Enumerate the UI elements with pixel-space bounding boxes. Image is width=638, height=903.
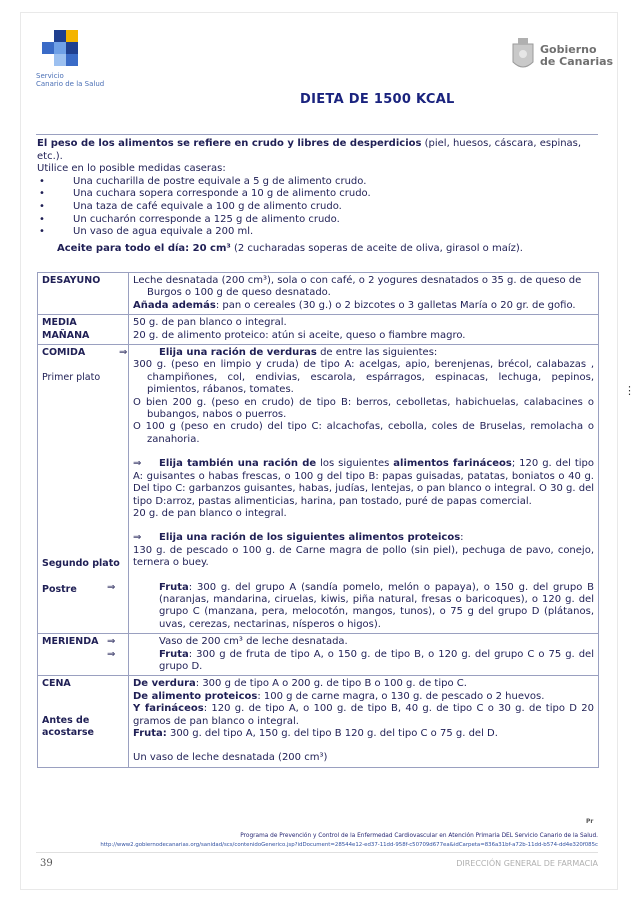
row-label: MEDIA MAÑANA [38,315,129,345]
comida-cell: ⇒ Elija una ración de verduras de entre las siguientes: 300 g. (peso en limpio y cruda) de tipo A: acelgas, apio, berenjenas, brécol, calabazas , champiñones, col, endivias, escarola, espárragos, espinacas, lechuga, pepinos, pimientos, rábanos, tomates. O bien 200 g. (peso en crudo) de tipo B: berros, cebolletas, habichuelas, calabacines o bubangos, nabos o puerros. O 100 g (peso en crudo) del tipo C: alcachofas, cebolla, coles de Bruselas, remolacha o zanahoria. ⇒ Elija también una ración de los siguientes alimentos farináceos; 120 g. del tipo A: guisantes o habas frescas, o 100 g del tipo B: papas guisadas, patatas, boniatos o 40 g. Del tipo C: garbanzos guisantes, habas, judías, lentejas, o pan blanco o integral. O 30 g. del tipo D:arroz, pastas alimenticias, harina, pan tostado, puré de papas comercial. 20 g. de pan blanco o integral. ⇒ Elija una ración de los siguientes alimentos proteicos: 130 g. de pescado o 100 g. de Carne magra de pollo (sin piel), pechuga de pavo, conejo, ternera o buey. ⇒ Fruta: 300 g. del grupo A (sandía pomelo, melón o papaya), o 150 g. del grupo B (naranjas, mandarina, ciruelas, kiwis, piña natural, fresas o baricoques), o 120 g. del grupo C (manzana, pera, melocotón, mangos, tunos), o 75 g del grupo D (plátanos, uvas, cerezas, nectarinas, nísperos o higos). [129,345,599,634]
list-item: • Una cucharilla de postre equivale a 5 g de alimento crudo. [37,176,599,189]
coat-of-arms-icon [510,38,536,76]
row-label: COMIDA Primer plato Segundo plato Postre [38,345,129,634]
table-row [38,676,599,767]
desayuno-cell: Leche desnatada (200 cm³), sola o con café, o 2 yogures desnatados o 35 g. de queso de Burgos o 100 g de queso desnatado. Añada además: pan o cereales (30 g.) o 2 bizcotes o 3 galletas María o 20 gr. de gofio. [129,273,599,315]
table-row [38,345,599,634]
media-manana-cell: 50 g. de pan blanco o integral. 20 g. de alimento proteico: atún si aceite, queso o fiambre magro. [129,315,599,345]
edge-mark-icon: ⋮ [624,384,635,397]
intro-line: El peso de los alimentos se refiere en crudo y libres de desperdicios (piel, huesos, cáscara, espinas, etc.). [37,138,582,162]
row-label: MERIENDA [38,634,129,676]
arrow-icon: ⇒ [119,347,128,359]
list-item: • Una cuchara sopera corresponde a 10 g de alimento crudo. [37,188,599,201]
gobierno-logo [510,38,620,86]
row-label: DESAYUNO [38,273,129,315]
menu-table [37,272,599,768]
gobierno-name: Gobierno de Canarias [540,43,614,68]
doc-title: DIETA DE 1500 KCAL [300,92,455,107]
footer-divider [36,852,598,853]
cena-cell: De verdura: 300 g de tipo A o 200 g. de tipo B o 100 g. de tipo C. De alimento proteicos: 100 g de carne magra, o 130 g. de pescado o 2 huevos. Y farináceos: 120 g. de tipo A, o 100 g. de tipo B, 40 g. de tipo C o 30 g. de tipo D 20 gramos de pan blanco o integral. Fruta: 300 g. del tipo A, 150 g. del tipo B 120 g. del tipo C o 75 g. del D. Un vaso de leche desnatada (200 cm³) [129,676,599,767]
list-item: • Un vaso de agua equivale a 200 ml. [37,226,599,239]
list-item: • Una taza de café equivale a 100 g de alimento crudo. [37,201,599,214]
footer-url-link[interactable]: http://www2.gobiernodecanarias.org/sanidad/scs/contenidoGenerico.jsp?idDocument=28544e12-ed37-11dd-958f-c50709d677ea&idCarpeta=836a31bf-a72b-11dd-b574-dd4e320f085c [100,842,598,848]
footer-department: DIRECCIÓN GENERAL DE FARMACIA [456,859,598,868]
arrow-icon: ⇒ [107,648,116,660]
intro-measures: Utilice en lo posible medidas caseras: [37,163,226,175]
aceite-note: Aceite para todo el día: 20 cm³ (2 cucharadas soperas de aceite de oliva, girasol o maíz). [57,242,523,254]
row-label: CENA Antes de acostarse [38,676,129,767]
scs-cross-icon [36,30,96,70]
merienda-cell: ⇒ Vaso de 200 cm³ de leche desnatada. ⇒ Fruta: 300 g de fruta de tipo A, o 150 g. de tipo B, o 120 g. del grupo C o 75 g. del grupo D. [129,634,599,676]
scs-name: Servicio Canario de la Salud [36,72,105,88]
pr-mark: Pr [586,818,594,825]
intro-section [37,138,599,255]
arrow-icon: ⇒ [107,636,116,648]
page-number: 39 [40,858,53,869]
measures-list [37,176,599,239]
arrow-icon: ⇒ [107,581,116,593]
scs-logo [36,30,166,92]
list-item: • Un cucharón corresponde a 125 g de alimento crudo. [37,214,599,227]
table-row [38,634,599,676]
arrow-icon: ⇒ [133,532,142,544]
arrow-icon: ⇒ [133,458,142,470]
footer-source: Programa de Prevención y Control de la Enfermedad Cardiovascular en Atención Primaria DEL Servicio Canario de la Salud. [240,833,598,839]
table-row [38,273,599,315]
table-row [38,315,599,345]
